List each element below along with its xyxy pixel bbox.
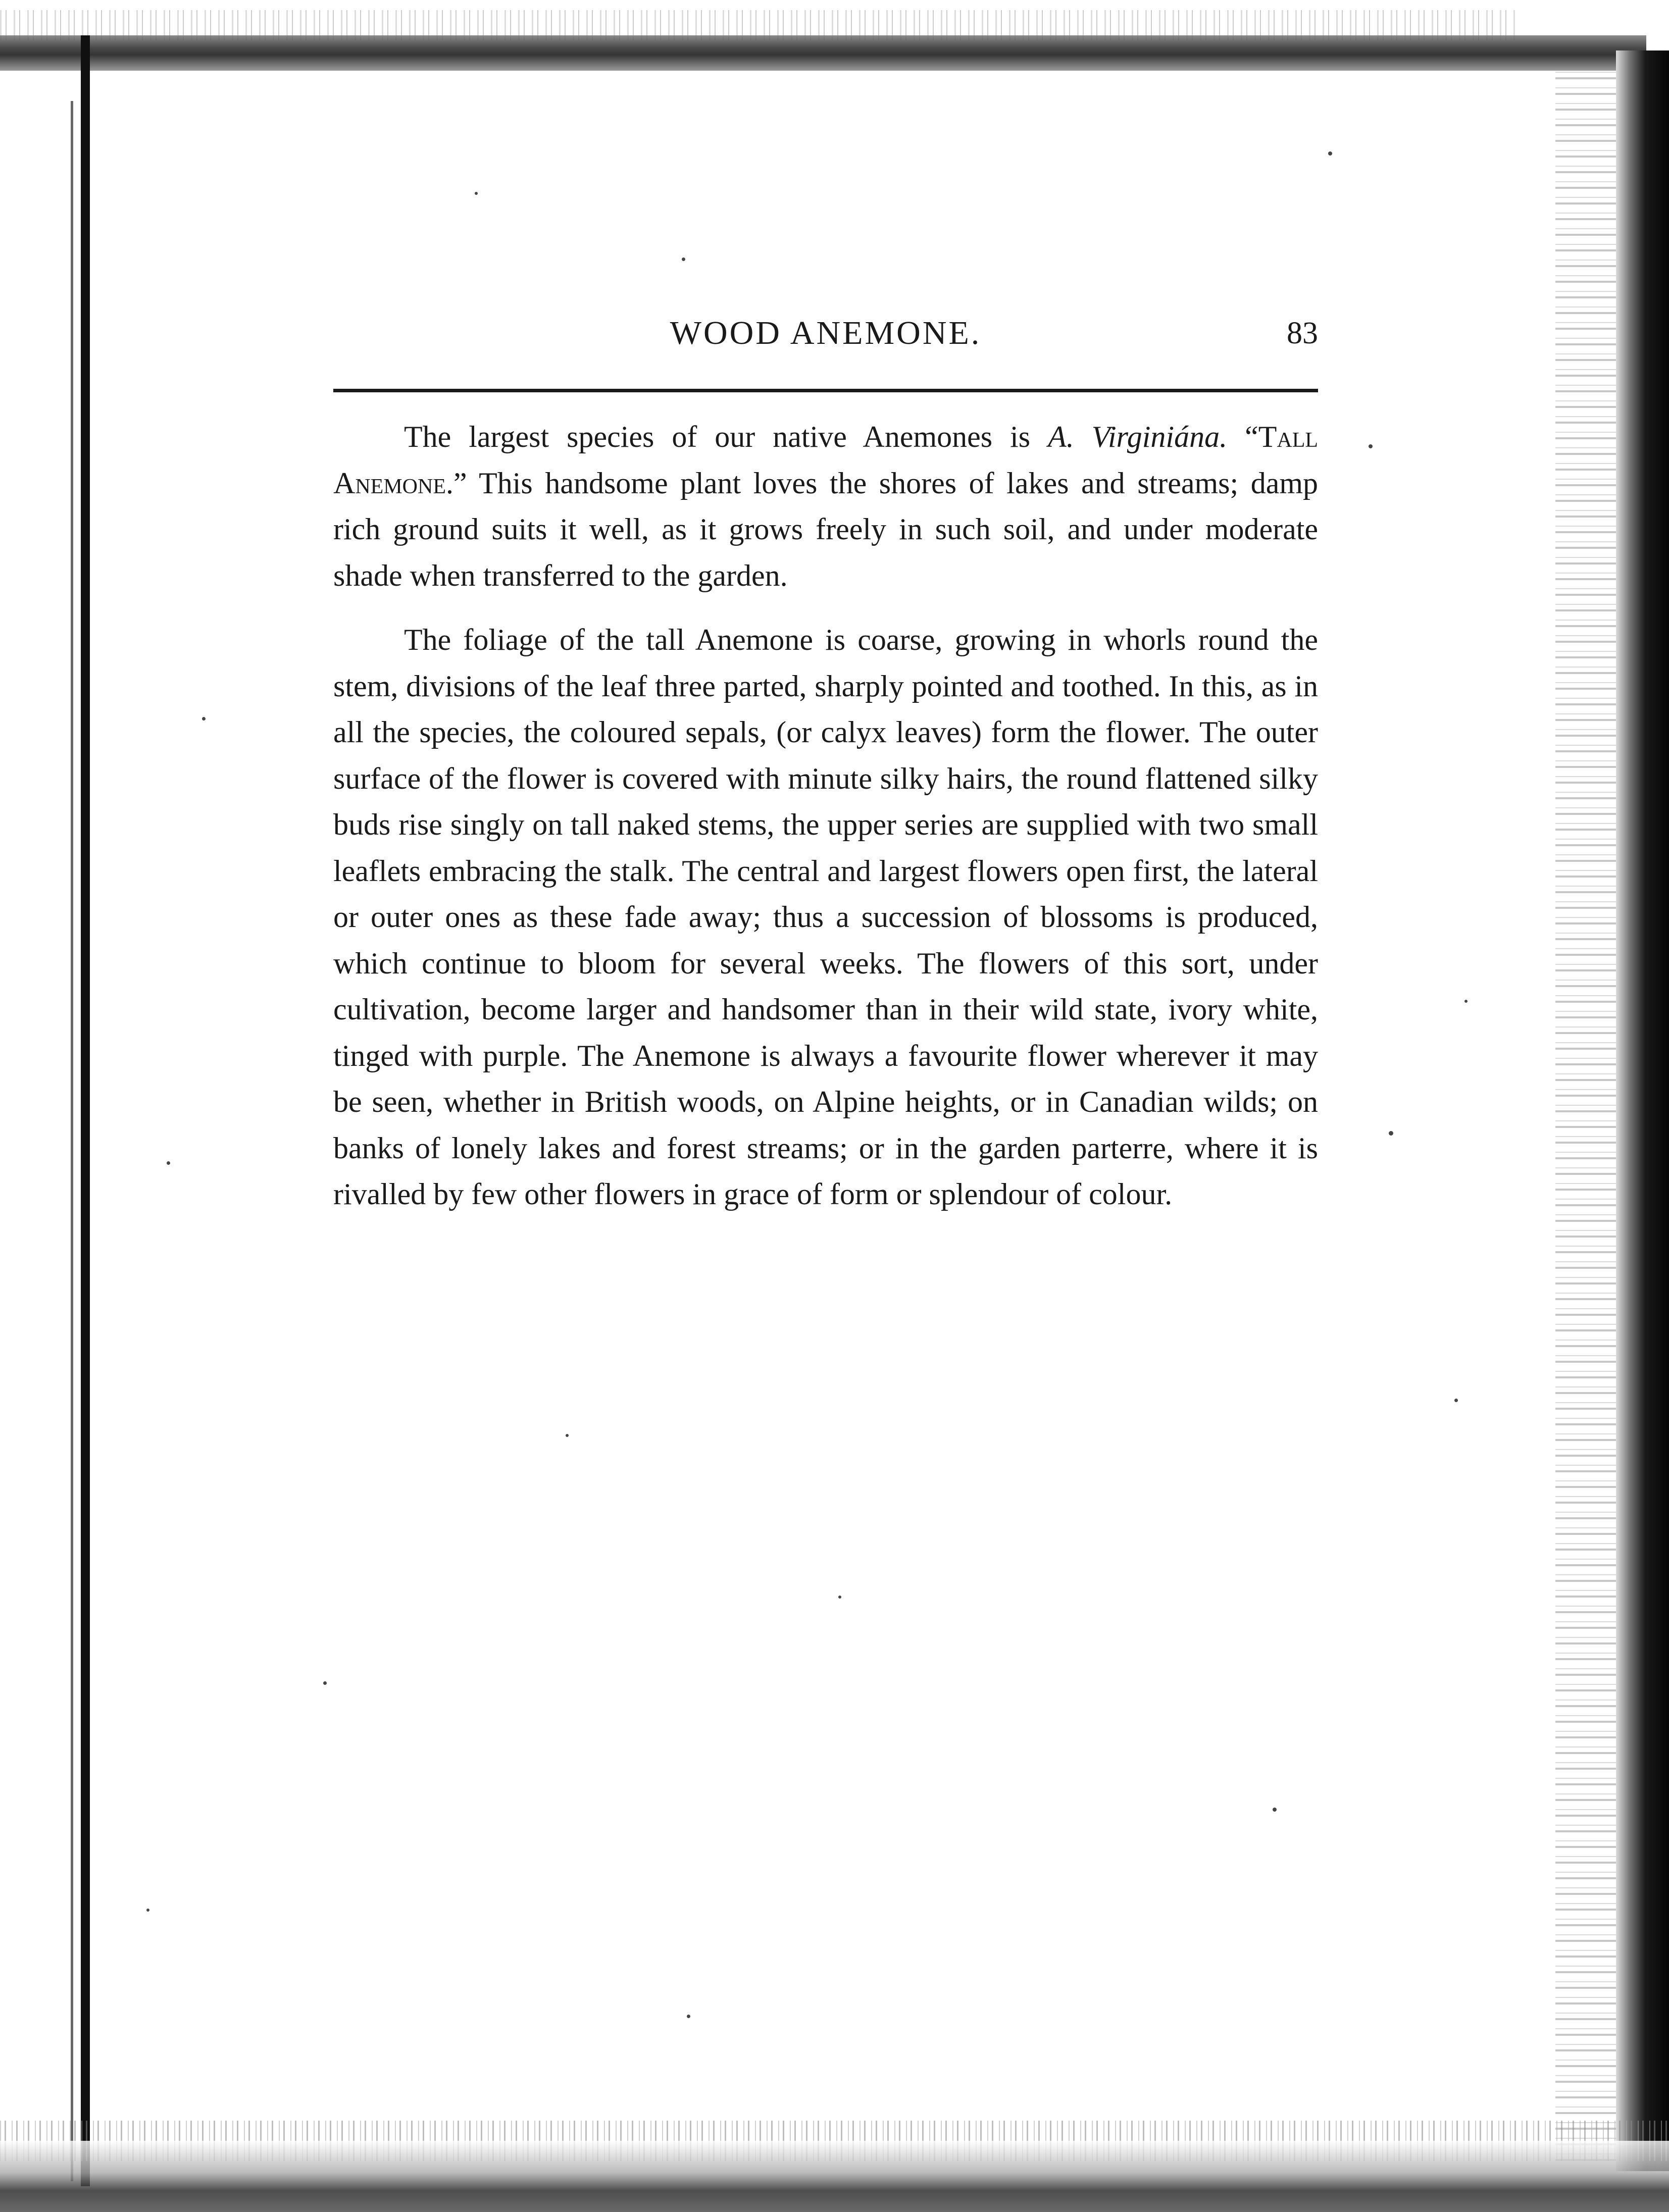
paragraph-1-quote-open: “ [1227, 420, 1258, 453]
species-name: A. Virginiána. [1048, 420, 1228, 453]
header-rule [333, 389, 1318, 392]
speck [202, 717, 206, 721]
body-text [333, 414, 1318, 1218]
paragraph-1-rest: ” This handsome plant loves the shores of lakes and streams; damp rich ground suits it well, as it grows freely in such soil, and under moderate shade when transferred to the garden. [333, 466, 1318, 592]
scan-edge-right [1616, 50, 1669, 2171]
running-head [333, 303, 1318, 364]
speck [323, 1681, 327, 1685]
speck [838, 1596, 841, 1599]
common-name: Tall Anemone. [333, 420, 1319, 500]
speck [475, 192, 478, 195]
speck [566, 1434, 569, 1437]
speck [687, 2015, 690, 2018]
scan-edge-left-thin [71, 101, 73, 2181]
speck [167, 1161, 170, 1165]
scan-edge-bottom [0, 2141, 1669, 2212]
paragraph-2: The foliage of the tall Anemone is coarse, growing in whorls round the stem, divisions of the leaf three parted, sharply pointed and toothed. In this, as in all the species, the coloured sepals, (or calyx leaves) form the flower. The outer surface of the flower is covered with minute silky hairs, the round flattened silky buds rise singly on tall naked stems, the upper series are supplied with two small leaflets embracing the stalk. The central and largest flowers open first, the lateral or outer ones as these fade away; thus a succession of blossoms is produced, which continue to bloom for several weeks. The flowers of this sort, under cultivation, become larger and handsomer than in their wild state, ivory white, tinged with purple. The Anemone is always a favourite flower wherever it may be seen, whether in British woods, on Alpine heights, or in Canadian wilds; on banks of lonely lakes and forest streams; or in the garden parterre, where it is rivalled by few other flowers in grace of form or splendour of colour. [333, 623, 1318, 1211]
speck [1464, 1000, 1468, 1003]
speck [682, 258, 685, 261]
paragraph-1-lead: The largest species of our native Anemones is [404, 420, 1048, 453]
speck [146, 1909, 149, 1912]
scan-edge-left [81, 35, 90, 2186]
speck [1369, 444, 1373, 448]
scan-edge-top [0, 35, 1646, 71]
paragraph-1 [333, 414, 1318, 599]
speck [1328, 151, 1332, 156]
page-number: 83 [1287, 316, 1318, 350]
speck [1273, 1808, 1277, 1812]
scan-noise-right [1555, 66, 1621, 2161]
running-head-title: WOOD ANEMONE. [670, 315, 982, 351]
speck [1389, 1131, 1393, 1136]
speck [1454, 1399, 1458, 1402]
